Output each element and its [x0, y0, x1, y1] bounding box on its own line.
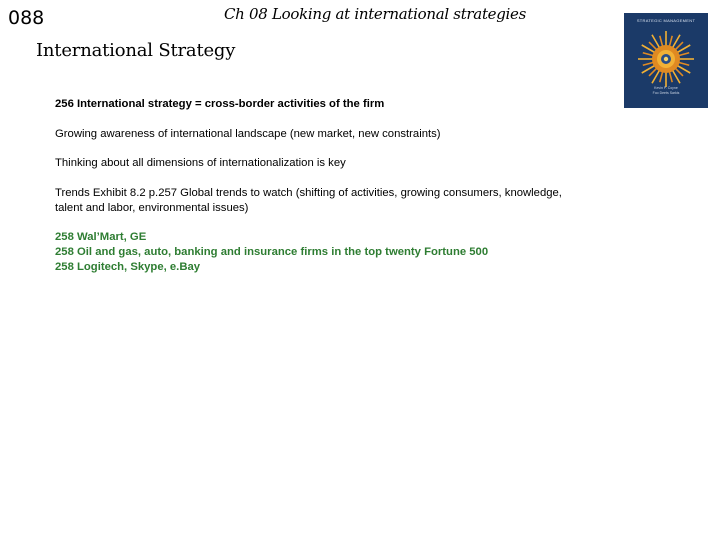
slide-body: [55, 97, 575, 275]
example-line: 258 Oil and gas, auto, banking and insurance firms in the top twenty Fortune 500: [55, 246, 489, 258]
book-author: Kevin P. Coyne: [654, 86, 678, 90]
book-cover-image: [624, 13, 708, 108]
chapter-title: Ch 08 Looking at international strategies: [224, 5, 527, 23]
company-examples: [55, 230, 575, 275]
book-author: Foo Deets Sarkis: [652, 91, 680, 95]
body-paragraph: Thinking about all dimensions of internationalization is key: [55, 157, 346, 169]
book-cover-authors: [624, 86, 708, 96]
example-line: 258 Wal’Mart, GE: [55, 231, 147, 243]
example-line: 258 Logitech, Skype, e.Bay: [55, 261, 201, 273]
lead-point: 256 International strategy = cross-border activities of the firm: [55, 98, 385, 110]
slide-number: 088: [8, 7, 45, 29]
body-paragraph: Trends Exhibit 8.2 p.257 Global trends to watch (shifting of activities, growing consumers, knowledge, talent and labor, environmental issues): [55, 186, 562, 214]
body-paragraph: Growing awareness of international landscape (new market, new constraints): [55, 127, 441, 140]
slide-title: International Strategy: [36, 40, 236, 61]
book-cover-title: STRATEGIC MANAGEMENT: [636, 18, 696, 23]
